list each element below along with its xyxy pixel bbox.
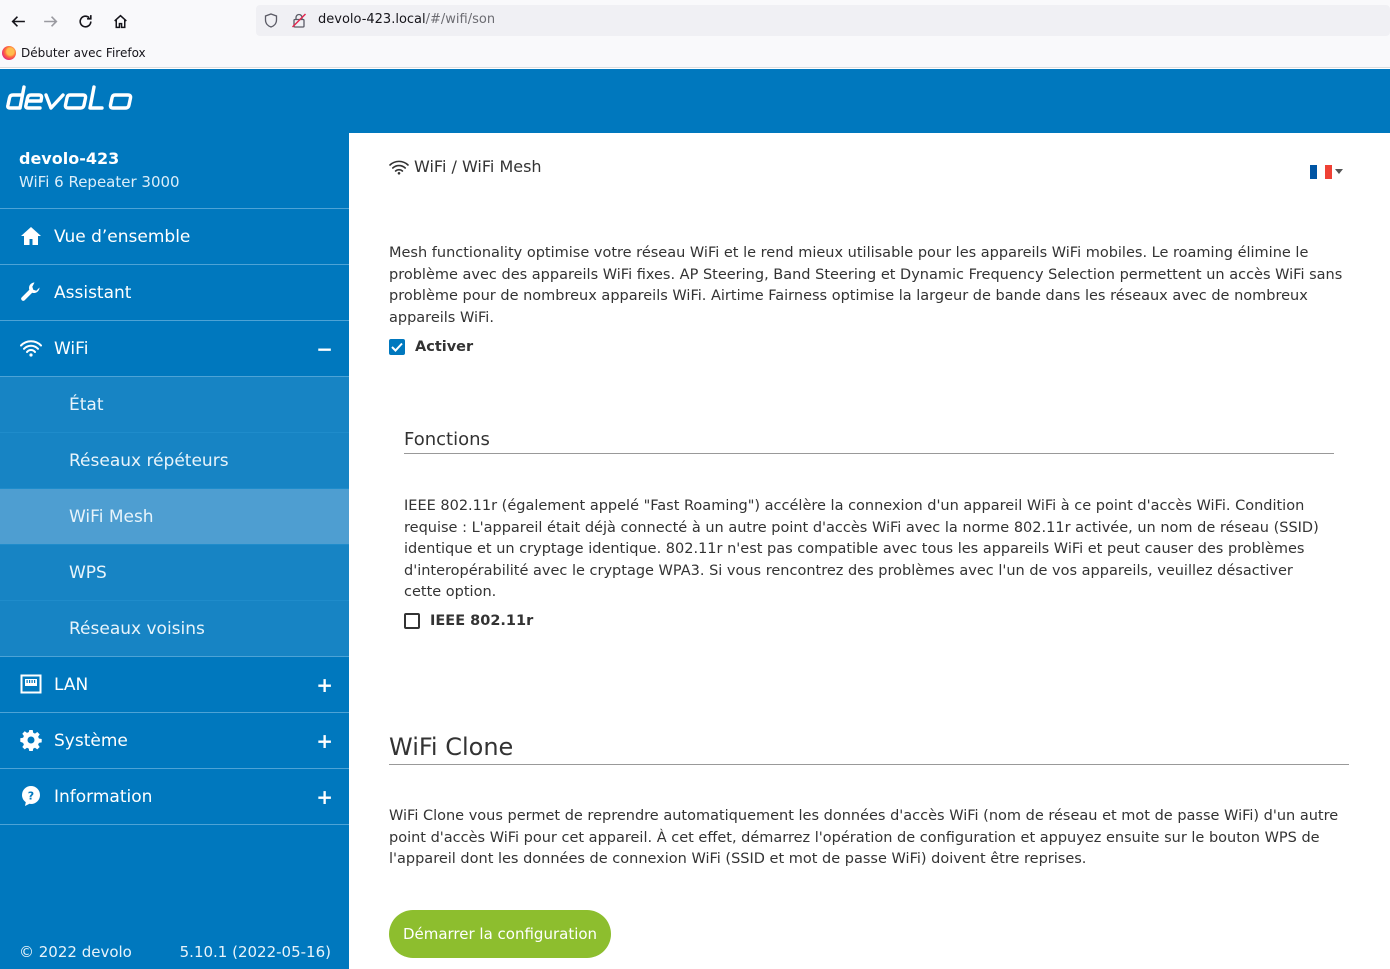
insecure-lock-icon[interactable] (291, 12, 307, 29)
back-icon[interactable] (0, 3, 36, 39)
divider (404, 453, 1334, 454)
url-path: /#/wifi/son (425, 12, 496, 27)
wifi-icon (389, 159, 409, 175)
sidebar-item-reseaux-repeteurs[interactable] (0, 433, 349, 489)
expand-icon[interactable]: + (316, 728, 333, 753)
ieee-label: IEEE 802.11r (430, 613, 534, 629)
bookmarks-bar (0, 41, 1390, 68)
svg-text:?: ? (27, 789, 35, 803)
sidebar-item-lan[interactable] (0, 657, 349, 713)
functions-heading: Fonctions (404, 429, 490, 450)
wifi-submenu (0, 377, 349, 657)
home-icon (20, 225, 42, 247)
sidebar-item-assistant[interactable] (0, 265, 349, 321)
sidebar-item-label: LAN (54, 674, 89, 695)
sidebar-item-label: Réseaux voisins (69, 618, 205, 639)
device-model: WiFi 6 Repeater 3000 (19, 173, 180, 191)
sidebar-item-label: Système (54, 730, 128, 751)
ieee-checkbox-row[interactable] (404, 613, 533, 629)
sidebar-item-etat[interactable] (0, 377, 349, 433)
sidebar-item-label: WPS (69, 562, 107, 583)
wifi-icon (20, 337, 42, 359)
app-header (0, 69, 1390, 133)
sidebar-item-wifi[interactable] (0, 321, 349, 377)
activate-checkbox[interactable] (389, 339, 405, 355)
sidebar-item-label: Information (54, 786, 153, 807)
collapse-icon[interactable]: − (316, 336, 333, 361)
url-text[interactable] (318, 12, 495, 27)
help-icon (20, 785, 42, 807)
expand-icon[interactable]: + (316, 784, 333, 809)
activate-checkbox-row[interactable] (389, 339, 473, 355)
sidebar (0, 133, 349, 969)
wifi-clone-description: WiFi Clone vous permet de reprendre automatiquement les données d'accès WiFi (nom de réseau et mot de passe WiFi) d'un autre point d'accès WiFi pour cet appareil. À cet effet, démarrez l'opération de configuration et appuyez ensuite sur le bouton WPS de l'appareil dont les données de connexion WiFi (SSID et mot de passe WiFi) doivent être reprises. (389, 808, 1339, 867)
copyright: © 2022 devolo (19, 943, 132, 961)
chevron-down-icon[interactable] (1335, 169, 1343, 174)
mesh-description: Mesh functionality optimise votre réseau WiFi et le rend mieux utilisable pour les appareils WiFi mobiles. Le roaming élimine le problème avec des appareils WiFi fixes. AP Steering, Band Steering et Dynamic Frequency Selection permettent un accès WiFi sans problème pour de nombreux appareils WiFi. Airtime Fairness optimise la largeur de bande dans les réseaux avec de nombreux appareils WiFi. (389, 245, 1343, 326)
firmware-version: 5.10.1 (2022-05-16) (179, 943, 331, 961)
sidebar-item-label: WiFi (54, 338, 89, 359)
devolo-logo (6, 84, 148, 112)
sidebar-item-label: Vue d’ensemble (54, 226, 191, 247)
language-flag-icon[interactable] (1310, 165, 1332, 179)
url-host: devolo-423.local (318, 12, 426, 27)
sidebar-item-label: État (69, 394, 104, 415)
forward-icon[interactable] (32, 3, 68, 39)
main-content (349, 133, 1390, 969)
bookmark-getting-started[interactable] (2, 46, 146, 60)
start-configuration-button[interactable]: Démarrer la configuration (389, 910, 611, 958)
gear-icon (20, 729, 42, 751)
reload-icon[interactable] (67, 3, 103, 39)
activate-label: Activer (415, 339, 474, 355)
expand-icon[interactable]: + (316, 672, 333, 697)
shield-icon[interactable] (263, 12, 279, 29)
bookmark-label: Débuter avec Firefox (21, 46, 146, 60)
page-title: WiFi / WiFi Mesh (414, 157, 542, 176)
divider (389, 764, 1349, 765)
wrench-icon (20, 281, 42, 303)
firefox-icon (2, 46, 16, 60)
sidebar-item-overview[interactable] (0, 209, 349, 265)
ieee-description: IEEE 802.11r (également appelé "Fast Roaming") accélère la connexion d'un appareil WiFi à ce point d'accès WiFi. Condition requise : L'appareil était déjà connecté à un autre point d'accès WiFi avec la norme 802.11r activée, un nom de réseau (SSID) identique et un cryptage identique. 802.11r n'est pas compatible avec tous les appareils WiFi et peut causer des problèmes d'interopérabilité avec le cryptage WPA3. Si vous rencontrez des problèmes avec l'un de vos appareils, veuillez désactiver cette option. (404, 498, 1319, 600)
browser-toolbar (0, 0, 1390, 41)
ethernet-port-icon (20, 673, 42, 695)
sidebar-item-label: Réseaux répéteurs (69, 450, 229, 471)
ieee-80211r-checkbox[interactable] (404, 613, 420, 629)
sidebar-footer (19, 943, 331, 961)
device-info (0, 133, 349, 209)
url-bar[interactable] (256, 5, 1390, 36)
device-name: devolo-423 (19, 149, 120, 168)
sidebar-item-reseaux-voisins[interactable] (0, 601, 349, 657)
sidebar-item-wps[interactable] (0, 545, 349, 601)
home-icon[interactable] (102, 3, 138, 39)
wifi-clone-heading: WiFi Clone (389, 733, 514, 761)
breadcrumb (389, 157, 542, 176)
sidebar-item-label: Assistant (54, 282, 132, 303)
sidebar-item-wifi-mesh[interactable] (0, 489, 349, 545)
checkmark-icon (391, 342, 403, 352)
sidebar-item-information[interactable] (0, 769, 349, 825)
sidebar-item-label: WiFi Mesh (69, 506, 154, 527)
sidebar-item-systeme[interactable] (0, 713, 349, 769)
